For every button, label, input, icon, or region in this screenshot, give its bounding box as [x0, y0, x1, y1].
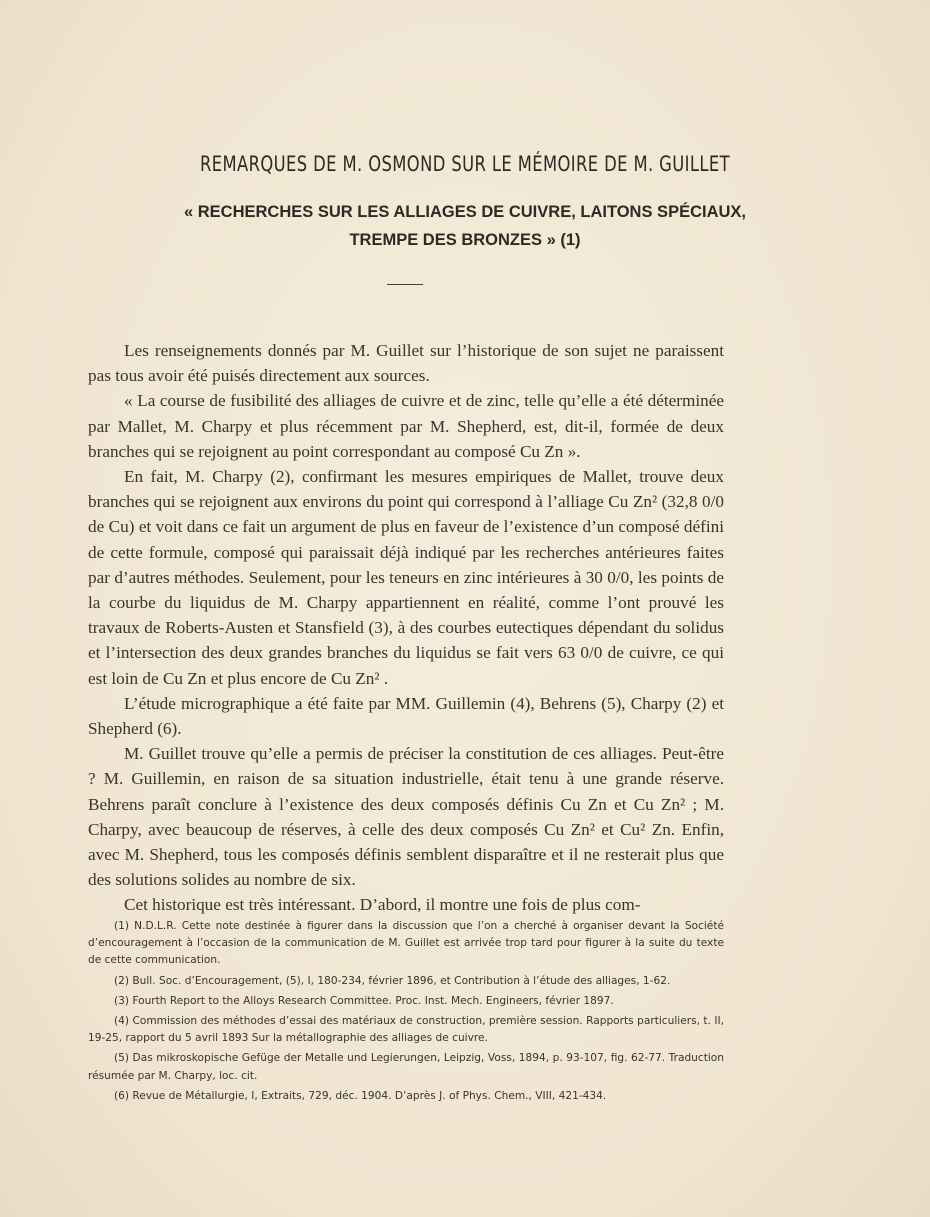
paragraph: « La course de fusibilité des alliages de cuivre et de zinc, telle qu’elle a été déterminée par Mallet, M. Charpy et plus récemment par M. Shepherd, est, dit-il, formée de deux branches qui se rejoignent au point correspondant au composé Cu Zn ».	[88, 391, 724, 461]
footnote: (2) Bull. Soc. d’Encouragement, (5), I, 180-234, février 1896, et Contribution à l’étude des alliages, 1-62.	[114, 974, 671, 987]
separator-rule	[387, 284, 423, 285]
footnotes	[88, 918, 724, 1108]
subtitle-line-1: « RECHERCHES SUR LES ALLIAGES DE CUIVRE, LAITONS SPÉCIAUX,	[184, 203, 746, 221]
footnote: (3) Fourth Report to the Alloys Research Committee. Proc. Inst. Mech. Engineers, février 1897.	[114, 994, 614, 1007]
footnote: (1) N.D.L.R. Cette note destinée à figurer dans la discussion que l’on a cherché à organiser devant la Société d’encouragement à l’occasion de la communication de M. Guillet est arrivée trop tard pour figurer à la suite du texte de cette communication.	[88, 920, 724, 967]
body-text	[88, 338, 724, 918]
page-title: REMARQUES DE M. OSMOND SUR LE MÉMOIRE DE M. GUILLET	[199, 152, 731, 176]
paragraph: M. Guillet trouve qu’elle a permis de préciser la constitution de ces alliages. Peut-être ? M. Guillemin, en raison de sa situation industrielle, était tenu à une grande réserve. Behrens paraît conclure à l’existence des deux composés définis Cu Zn et Cu Zn² ; M. Charpy, avec beaucoup de réserves, à celle des deux composés Cu Zn² et Cu² Zn. Enfin, avec M. Shepherd, tous les composés définis semblent disparaître et il ne resterait plus que des solutions solides au nombre de six.	[88, 744, 724, 890]
footnote: (6) Revue de Métallurgie, I, Extraits, 729, déc. 1904. D’après J. of Phys. Chem., VIII, 421-434.	[114, 1089, 607, 1102]
footnote: (4) Commission des méthodes d’essai des matériaux de construction, première session. Rapports particuliers, t. II, 19-25, rapport du 5 avril 1893 Sur la métallographie des alliages de cuivre.	[88, 1015, 724, 1045]
paragraph: Les renseignements donnés par M. Guillet sur l’historique de son sujet ne paraissent pas tous avoir été puisés directement aux sources.	[88, 341, 724, 386]
paragraph: En fait, M. Charpy (2), confirmant les mesures empiriques de Mallet, trouve deux branches qui se rejoignent aux environs du point qui correspond à l’alliage Cu Zn² (32,8 0/0 de Cu) et voit dans ce fait un argument de plus en faveur de l’existence d’un composé défini de cette formule, composé qui paraissait déjà indiqué par les recherches antérieures faites par d’autres méthodes. Seulement, pour les teneurs en zinc intérieures à 30 0/0, les points de la courbe du liquidus de M. Charpy appartiennent en réalité, comme l’ont prouvé les travaux de Roberts-Austen et Stansfield (3), à des courbes eutectiques dépendant du solidus et l’intersection des deux grandes branches du liquidus se fait vers 63 0/0 de cuivre, ce qui est loin de Cu Zn et plus encore de Cu Zn² .	[88, 467, 724, 688]
paragraph: L’étude micrographique a été faite par MM. Guillemin (4), Behrens (5), Charpy (2) et Shepherd (6).	[88, 693, 724, 739]
paragraph: Cet historique est très intéressant. D’abord, il montre une fois de plus com-	[124, 895, 641, 915]
footnote: (5) Das mikroskopische Gefüge der Metalle und Legierungen, Leipzig, Voss, 1894, p. 93-107, fig. 62-77. Traduction résumée par M. Charpy, loc. cit.	[88, 1052, 724, 1082]
subtitle-line-2: TREMPE DES BRONZES » (1)	[349, 231, 581, 249]
